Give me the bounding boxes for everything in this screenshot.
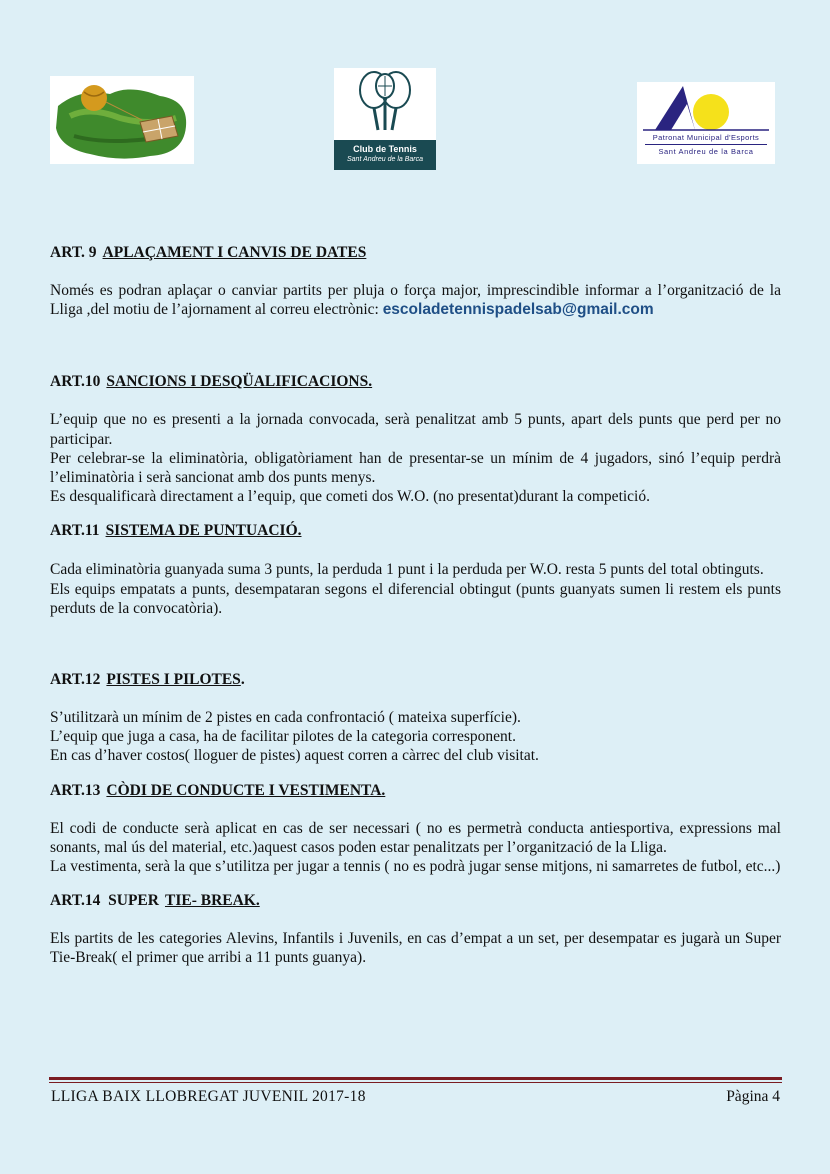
club-de-tennis-logo (334, 68, 436, 170)
club-name-text: Club de Tennis (353, 144, 417, 154)
art12-heading (50, 670, 781, 690)
tennis-map-logo (50, 76, 194, 164)
art13-paragraph-1: El codi de conducte serà aplicat en cas de ser necessari ( no es permetrà conducta antiesportiva, expressions mal sonants, mal ús del material, etc.)aquest casos poden estar penalitzats per l’organització de la Lliga. (50, 819, 781, 856)
art9-text: Només es podran aplaçar o canviar partits per pluja o força major, imprescindible informar a l’organització de la Lliga ,del motiu de l’ajornament al correu electrònic: (50, 282, 781, 319)
footer-page-number: Pàgina 4 (726, 1088, 780, 1105)
art13-title: CÒDI DE CONDUCTE I VESTIMENTA. (106, 781, 386, 799)
footer-divider-thick (49, 1077, 782, 1080)
patronat-name-text: Patronat Municipal d'Esports (652, 133, 760, 142)
art9-title: APLAÇAMENT I CANVIS DE DATES (102, 244, 367, 261)
art10-paragraph-3: Es desqualificarà directament a l’equip, que cometi dos W.O. (no presentat)durant la competició. (50, 488, 650, 506)
art12-number: ART.12 (50, 671, 101, 689)
footer-league-title: LLIGA BAIX LLOBREGAT JUVENIL 2017-18 (51, 1088, 366, 1105)
art12-paragraph-1: S’utilitzarà un mínim de 2 pistes en cada confrontació ( mateixa superfície). (50, 709, 521, 727)
triangle-sun-icon (637, 82, 775, 132)
art9-heading (50, 243, 781, 263)
art14-title: TIE- BREAK. (164, 892, 260, 910)
contact-email-link[interactable]: escoladetennispadelsab@gmail.com (382, 301, 654, 319)
art13-paragraph-2: La vestimenta, serà la que s’utilitza per jugar a tennis ( no es podrà jugar sense mitjons, ni samarretes de futbol, etc...) (50, 858, 781, 876)
art14-paragraph-1: Els partits de les categories Alevins, Infantils i Juvenils, en cas d’empat a un set, per desempatar es jugarà un Super Tie-Break( el primer que arribi a 11 punts guanya). (50, 930, 781, 967)
art11-number: ART.11 (50, 522, 100, 540)
art11-title: SISTEMA DE PUNTUACIÓ. (105, 522, 302, 540)
art13-heading (50, 781, 781, 801)
art10-title: SANCIONS I DESQÜALIFICACIONS. (106, 373, 373, 391)
regulations-content (50, 235, 781, 968)
art12-paragraph-3: En cas d’haver costos( lloguer de pistes) aquest corren a càrrec del club visitat. (50, 747, 539, 765)
art10-heading (50, 372, 781, 392)
art9-number: ART. 9 (50, 244, 97, 261)
art13-number: ART.13 (50, 781, 101, 799)
patronat-esports-logo (637, 82, 775, 164)
art11-paragraph-2: Els equips empatats a punts, desempataran segons el diferencial obtingut (punts guanyats sumen li restem els punts perduts de la convocatòria). (50, 580, 781, 617)
art10-number: ART.10 (50, 373, 101, 391)
art14-number: ART.14 SUPER (50, 892, 159, 910)
patronat-town-text: Sant Andreu de la Barca (658, 147, 754, 156)
art14-heading (50, 891, 781, 911)
tennis-rackets-icon (334, 68, 436, 138)
art12-paragraph-2: L’equip que juga a casa, ha de facilitar pilotes de la categoria corresponent. (50, 728, 516, 746)
art12-title-suffix: . (240, 671, 245, 689)
art9-paragraph (50, 281, 781, 319)
club-town-text: Sant Andreu de la Barca (346, 156, 423, 163)
art11-paragraph-1: Cada eliminatòria guanyada suma 3 punts, la perduda 1 punt i la perduda per W.O. resta 5 punts del total obtinguts. (50, 561, 764, 579)
art11-heading (50, 521, 781, 541)
art10-paragraph-1: L’equip que no es presenti a la jornada convocada, serà penalitzat amb 5 punts, apart dels punts que perd per no participar. (50, 411, 781, 448)
footer-divider-thin (49, 1082, 782, 1083)
header-logos (0, 0, 830, 180)
art10-paragraph-2: Per celebrar-se la eliminatòria, obligatòriament han de presentar-se un mínim de 4 jugadors, sinó l’equip perdrà l’eliminatòria i serà sancionat amb dos punts menys. (50, 449, 781, 487)
art12-title: PISTES I PILOTES (106, 671, 241, 689)
